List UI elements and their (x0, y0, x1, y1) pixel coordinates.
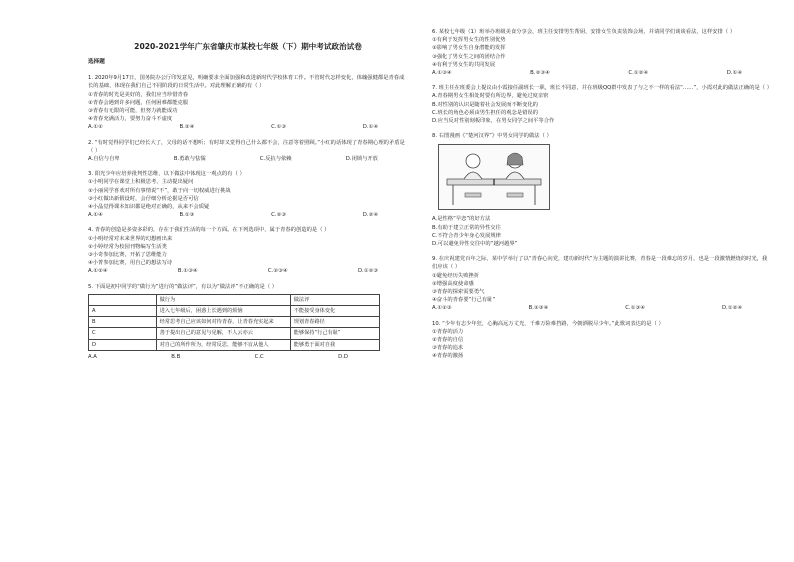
option-b[interactable]: B.②③④ (530, 70, 550, 77)
table-row (89, 306, 380, 317)
question-stem: 8. 右图漫画《“楚河汉界”》中男女同学的做法（ ） (432, 133, 552, 140)
answer-options (88, 353, 348, 361)
table-cell: 能够勇于面对自我 (290, 339, 379, 350)
answer-options (432, 304, 772, 312)
option-a[interactable]: A.青春期男女生相处时要有所边界，避免过度亲密 (432, 93, 549, 100)
statement: ①避免经历失败挫折 (432, 272, 480, 279)
question-8 (432, 132, 772, 248)
cartoon-illustration (438, 144, 550, 210)
table-cell: A (89, 306, 157, 317)
question-stem: 5. 下面是初中同学的“做行为”进行的“做法评”，有以为“做法评”不正确的是（ ） (88, 283, 278, 290)
table-cell: 经常思考自己应该如何对待青春，让青春充实起来 (156, 317, 290, 328)
table-header: 做行为 (156, 294, 290, 305)
question-5 (88, 283, 408, 361)
statement: ②青春的自信 (432, 337, 464, 344)
option-b[interactable]: B.①③ (179, 212, 195, 219)
question-stem: 9. 在庆祝建党百年之际，某中学举行了以“青春心向党，建功新时代”为主题的演讲比赛，青春是一段难忘的岁月，也是一段激情燃烧的时光，我们应该（ ） (432, 256, 768, 271)
question-stem: 4. 青春的创造是多姿多彩的，存在于我们生活的每一个方面。在下列选项中，属于青春的创造的是（ ） (88, 227, 330, 234)
statement: ②影响了男女生自身潜能的发挥 (432, 45, 506, 52)
question-7 (432, 84, 772, 125)
statement: ①青春的时光是美好的，我们应当珍惜青春 (88, 91, 189, 98)
table-cell: 对自己的所作所为，经常反思，能够不盲从他人 (156, 339, 290, 350)
statement: ①有利于发挥男女生的性别优势 (432, 37, 506, 44)
answer-options (88, 211, 408, 219)
question-1 (88, 74, 408, 131)
question-3 (88, 170, 408, 219)
option-d[interactable]: D.闭锁与开放 (345, 156, 378, 163)
table-cell: 进入七年级后，困惑上长遇到的烦恼 (156, 306, 290, 317)
table-cell: 不能接受身体变化 (290, 306, 379, 317)
question-stem: 10. “少年有志少年狂，心胸高远万丈光，千难万险难挡路，今朝洒脱尽少年。”此歌词表达的是（ ） (432, 320, 664, 327)
statement: ③小奇参加比赛，开拓了思维能力 (88, 252, 167, 259)
statement: ③青春有无限的可能，但努力就能成功 (88, 108, 178, 115)
behavior-table (88, 294, 380, 351)
question-2 (88, 139, 408, 164)
statement: ③小红做出新假设时，会仔细分析论据是否可信 (88, 195, 199, 202)
option-c[interactable]: C.反抗与依赖 (259, 156, 292, 163)
question-stem: 2. “有时觉得同学们已经长大了，父母的话不想听；有时却又觉得自己什么都不会，注意等着照顾。”小红的话体现了青春期心理的矛盾是（ ） (88, 139, 405, 154)
option-c[interactable]: C.不符合青少年身心发展规律 (432, 232, 501, 239)
question-stem: 3. 阳光少年应培养批判性思维，以下做法中体现这一观点的有（ ） (88, 171, 245, 178)
table-header: 做法评 (290, 294, 379, 305)
table-cell: B (89, 317, 157, 328)
option-b[interactable]: B.①③④ (177, 268, 198, 275)
answer-options (432, 69, 772, 77)
option-c[interactable]: C.①③④ (625, 305, 645, 312)
statement: ①小明经常对未来世界的幻想画出来 (88, 235, 173, 242)
option-c[interactable]: C.①③ (271, 124, 286, 131)
option-a[interactable]: A.①④ (88, 212, 103, 219)
question-9 (432, 255, 772, 312)
option-b[interactable]: B.有助于建立正常的异性交往 (432, 224, 501, 231)
statement: ④青春充满活力，要努力奋斗不虚度 (88, 116, 173, 123)
question-10 (432, 320, 772, 361)
statement: ②增强高度使命感 (432, 280, 474, 287)
statement: ②小婷经常为校园刊物编写生活类 (88, 243, 167, 250)
option-d[interactable]: D.①④ (362, 124, 378, 131)
table-row (89, 317, 380, 328)
statement: ④有利于男女生的共同发展 (432, 61, 496, 68)
option-a[interactable]: A.A (88, 353, 97, 360)
option-d[interactable]: D.D (338, 353, 348, 360)
table-cell: C (89, 328, 157, 339)
question-stem: 6. 某校七年级（1）班举办班级美食分享会，班主任安排男生帮厨，安排女生负责装饰会场，并请同学们谈谈看法，这样安排（ ） (432, 29, 736, 35)
question-stem: 1. 2020年9月17日，国务院办公厅印发意见，明确要求全面加强和改进新时代学校体育工作。不管时代怎样变化，体魄强健都是青春成长的基础，体现在我们自己不同阶段的日常生活中。对此理解正确的有（ ） (88, 75, 405, 90)
option-b[interactable]: B.勇敢与怯懦 (173, 156, 206, 163)
option-c[interactable]: C.②③④ (267, 268, 288, 275)
table-cell: 能够保持“行己有耻” (290, 328, 379, 339)
question-4 (88, 226, 408, 275)
option-b[interactable]: B.对性别的认识是随着社会发展而不断变化的 (432, 101, 538, 108)
statement: ③青春的追求 (432, 345, 464, 352)
question-stem: 7. 班主任在班委会上提议由小霞接任副班长一职，班长不同意，并在班级QQ群中发表了与之不一样的看法“……”，小霞对此的做法正确的是（ ） (432, 85, 773, 92)
option-a[interactable]: A.自信与自卑 (88, 156, 120, 163)
answer-options (88, 267, 408, 275)
table-cell: 善于提出自己的意见与见解，不人云亦云 (156, 328, 290, 339)
option-d[interactable]: D.可以避免异性交往中的“越河越界” (432, 241, 518, 248)
question-6 (432, 28, 772, 77)
statement: ③青春的探索需要勇气 (432, 289, 485, 296)
statement: ③强化了男女生之间的团结合作 (432, 53, 506, 60)
right-column (432, 28, 772, 368)
statement: ②小丽同学喜欢对所有事情说“不”，敢于向一切权威进行挑战 (88, 187, 231, 194)
statement: ①小明同学在课堂上积极思考，主动提出疑问 (88, 179, 194, 186)
answer-options (88, 123, 408, 131)
statement: ④小晶觉得课本知识都是绝对正确的，从来不会质疑 (88, 204, 210, 211)
statement: ①青春的活力 (432, 328, 464, 335)
option-d[interactable]: D.②④ (362, 212, 378, 219)
option-d[interactable]: D.①②④ (721, 305, 742, 312)
statement: ④青春的激扬 (432, 353, 464, 360)
option-c[interactable]: C.②③ (271, 212, 286, 219)
option-b[interactable]: B.②③④ (528, 305, 549, 312)
option-c[interactable]: C.C (254, 353, 264, 360)
table-header-row (89, 294, 380, 305)
option-d[interactable]: D.应当反对性别刻板印象，在男女同学之间平等合作 (432, 118, 555, 125)
option-d[interactable]: D.①②③ (357, 268, 378, 275)
option-b[interactable]: B.②④ (179, 124, 195, 131)
option-a[interactable]: A.①③④ (432, 70, 452, 77)
answer-options (88, 155, 408, 163)
option-c[interactable]: C.班长的角色必须由男生担任的观念是错误的 (432, 109, 539, 116)
table-header (89, 294, 157, 305)
option-c[interactable]: C.①②④ (628, 70, 649, 77)
option-a[interactable]: A.①②④ (88, 268, 108, 275)
section-heading: 选择题 (88, 59, 105, 65)
table-row (89, 339, 380, 350)
option-d[interactable]: D.①④ (726, 70, 742, 77)
table-row (89, 328, 380, 339)
statement: ④奋斗的青春要“行己有耻” (432, 297, 496, 304)
table-cell: D (89, 339, 157, 350)
exam-title: 2020-2021学年广东省肇庆市某校七年级（下）期中考试政治试卷 (134, 42, 362, 51)
statement: ②青春会遇到许多问题，任何困难都能克服 (88, 99, 189, 106)
statement: ④小菁参加比赛，用自己的想法写诗 (88, 260, 173, 267)
table-cell: 规划青春路径 (290, 317, 379, 328)
option-a[interactable]: A.①② (88, 124, 103, 131)
option-b[interactable]: B.B (171, 353, 181, 360)
option-a[interactable]: A.是性格“早恋”的好方法 (432, 216, 491, 223)
option-a[interactable]: A.①②③ (432, 305, 452, 312)
left-column (88, 28, 408, 368)
cartoon-drawing (439, 145, 549, 209)
